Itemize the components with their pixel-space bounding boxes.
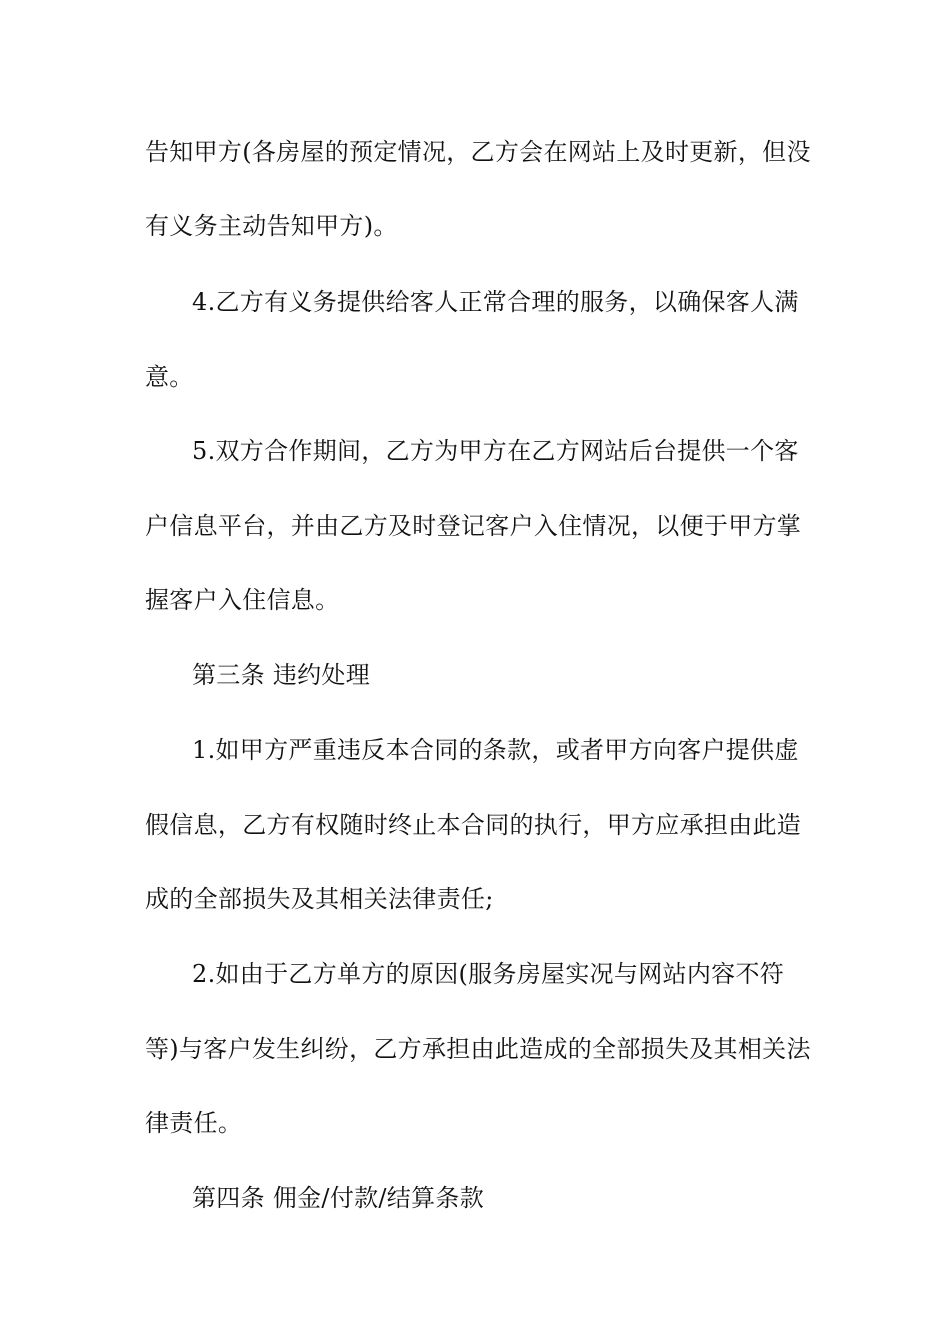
text-line: 4.乙方有义务提供给客人正常合理的服务，以确保客人满 <box>192 288 799 316</box>
section-heading: 第三条 违约处理 <box>192 661 371 689</box>
text-line: 意。 <box>145 363 194 391</box>
section-heading: 第四条 佣金/付款/结算条款 <box>192 1184 484 1212</box>
text-line: 假信息，乙方有权随时终止本合同的执行，甲方应承担由此造 <box>145 811 802 839</box>
text-line: 有义务主动告知甲方)。 <box>145 212 398 240</box>
text-line: 1.如甲方严重违反本合同的条款，或者甲方向客户提供虚 <box>192 736 799 764</box>
text-line: 律责任。 <box>145 1109 243 1137</box>
text-line: 成的全部损失及其相关法律责任; <box>145 885 494 913</box>
text-line: 2.如由于乙方单方的原因(服务房屋实况与网站内容不符 <box>192 960 785 988</box>
text-line: 等)与客户发生纠纷，乙方承担由此造成的全部损失及其相关法 <box>145 1035 811 1063</box>
text-line: 告知甲方(各房屋的预定情况，乙方会在网站上及时更新，但没 <box>145 138 811 166</box>
text-line: 握客户入住信息。 <box>145 586 340 614</box>
text-line: 5.双方合作期间，乙方为甲方在乙方网站后台提供一个客 <box>192 437 799 465</box>
text-line: 户信息平台，并由乙方及时登记客户入住情况，以便于甲方掌 <box>145 512 802 540</box>
